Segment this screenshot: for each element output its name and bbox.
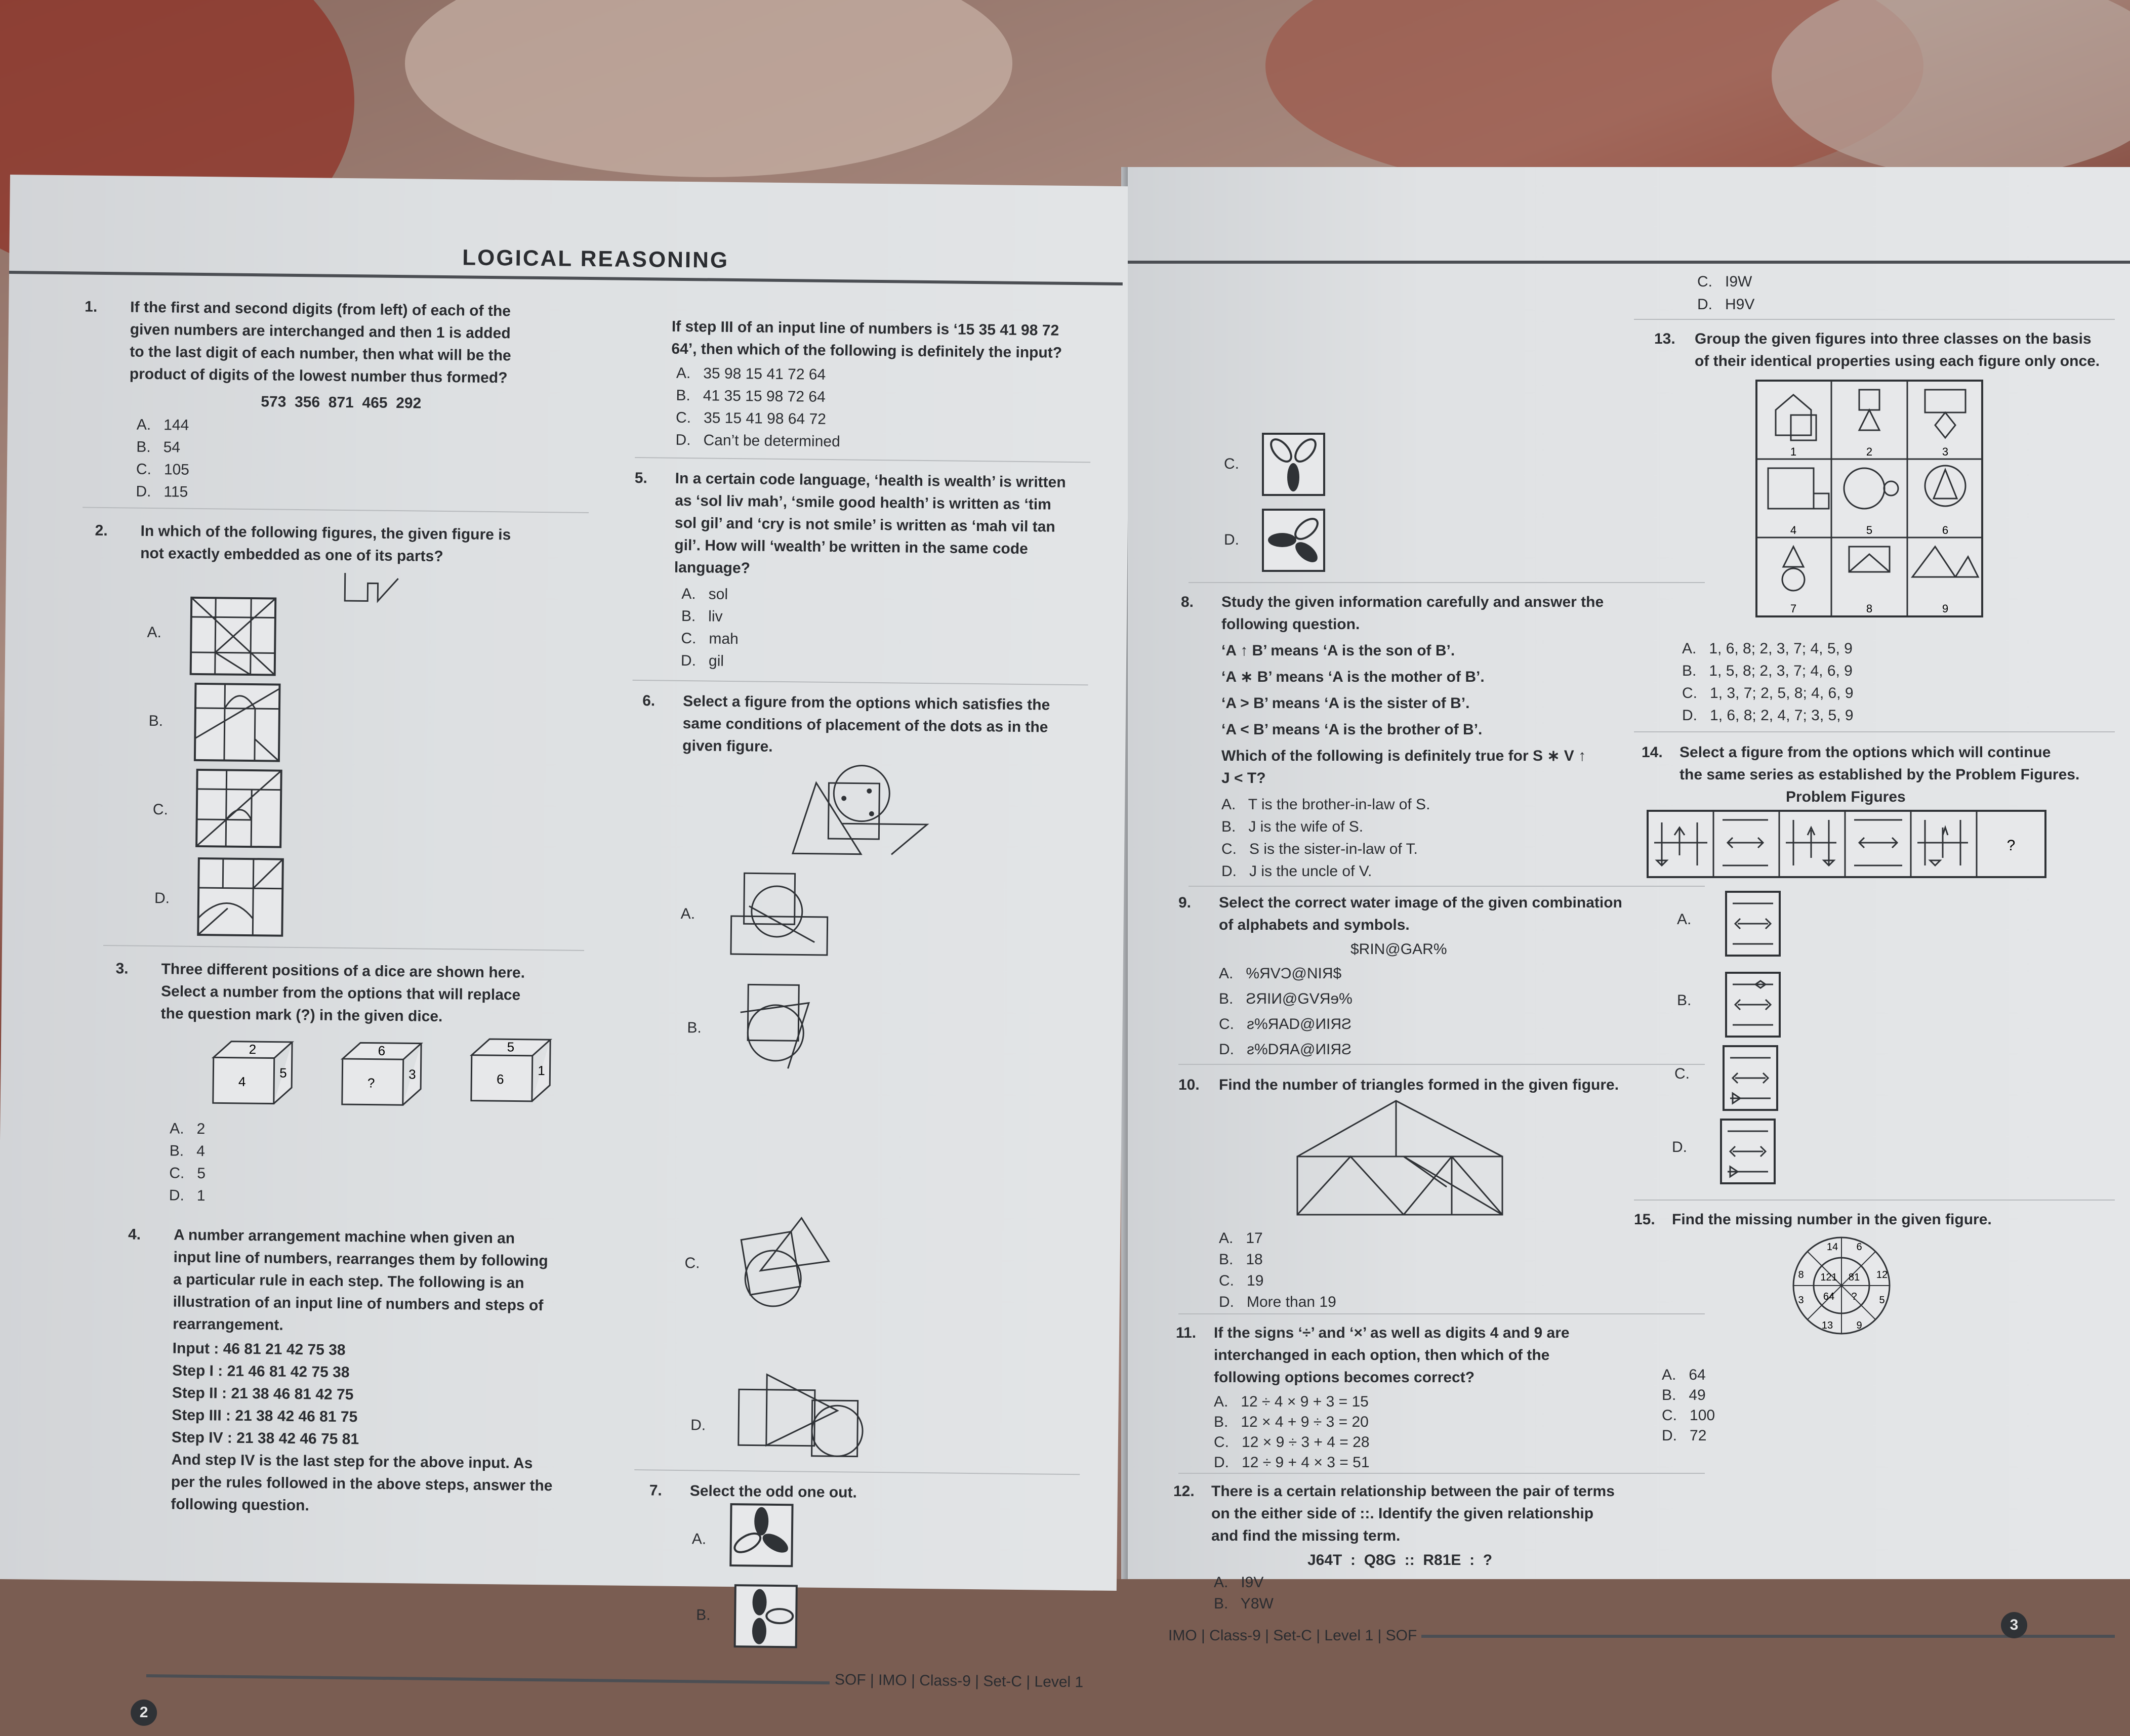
q13-option[interactable]: B. 1, 5, 8; 2, 3, 7; 4, 6, 9 (1682, 663, 1853, 679)
q14-option-b-figure[interactable] (1725, 972, 1781, 1038)
q11-text: following options becomes correct? (1214, 1369, 1475, 1386)
q8-text: Study the given information carefully and answer the (1221, 594, 1604, 610)
q15-ring: 3 (1798, 1295, 1804, 1306)
q8-option[interactable]: A. T is the brother-in-law of S. (1221, 796, 1430, 813)
q1-option[interactable]: D. 115 (136, 483, 188, 501)
q9-option[interactable]: D. ƨ%DЯA@ИIЯƧ (1219, 1041, 1352, 1058)
q7-option-b-figure[interactable] (734, 1584, 798, 1648)
q8-text: Which of the following is definitely true for S ∗ V ↑ (1221, 748, 1586, 764)
divider (1634, 731, 2115, 732)
q6-option-c-figure[interactable] (734, 1215, 837, 1317)
q13-label: 5 (1866, 524, 1873, 536)
q4b-text: If step III of an input line of numbers is ‘15 35 41 98 72 (671, 318, 1059, 339)
q9-option[interactable]: B. ƧЯIИ@GVЯɘ% (1219, 990, 1353, 1007)
q15-ring: 5 (1879, 1295, 1885, 1306)
dice-3-top: 5 (507, 1039, 515, 1055)
q11-text: If the signs ‘÷’ and ‘×’ as well as digits 4 and 9 are (1214, 1325, 1570, 1341)
q5-text: sol gil’ and ‘cry is not smile’ is written as ‘mah vil tan (674, 514, 1055, 535)
q15-inner: ? (1851, 1291, 1857, 1302)
q13-label: 3 (1942, 445, 1949, 458)
q14-option-c-figure[interactable] (1723, 1045, 1778, 1111)
q4b-option[interactable]: B. 41 35 15 98 72 64 (676, 387, 826, 405)
q15-ring: 12 (1876, 1269, 1888, 1280)
q8-rule: ‘A ∗ B’ means ‘A is the mother of B’. (1221, 669, 1485, 685)
q9-given: $RIN@GAR% (1350, 941, 1447, 958)
q1-text: to the last digit of each number, then what will be the (130, 343, 511, 364)
q7-option[interactable]: C. (1224, 456, 1239, 472)
q4-text: a particular rule in each step. The following is an (173, 1271, 524, 1292)
q8-number: 8. (1181, 594, 1194, 610)
divider (635, 457, 1090, 463)
q2-option-c-figure[interactable] (195, 769, 282, 848)
divider (1178, 1313, 1705, 1314)
q6-text: Select a figure from the options which satisfies the (683, 692, 1050, 714)
q3-option[interactable]: D. 1 (169, 1187, 206, 1205)
q13-option[interactable]: C. 1, 3, 7; 2, 5, 8; 4, 6, 9 (1682, 685, 1854, 701)
q6-option-b-figure[interactable] (738, 982, 814, 1071)
q3-option[interactable]: C. 5 (169, 1165, 206, 1182)
q14-option[interactable]: C. (1674, 1065, 1690, 1082)
q3-text: Select a number from the options that will replace (160, 983, 521, 1004)
q11-option[interactable]: C. 12 × 9 ÷ 3 + 4 = 28 (1214, 1434, 1370, 1451)
q6-text: same conditions of placement of the dots as in the (682, 715, 1048, 736)
q2-option[interactable]: D. (154, 890, 170, 907)
q15-inner: 64 (1823, 1291, 1835, 1302)
divider (1189, 886, 1705, 887)
q10-option[interactable]: D. More than 19 (1219, 1294, 1336, 1310)
divider (633, 680, 1088, 685)
q15-option[interactable]: B. 49 (1662, 1387, 1706, 1403)
q15-number: 15. (1634, 1211, 1655, 1228)
dice-2 (340, 1039, 426, 1110)
q9-text: of alphabets and symbols. (1219, 917, 1410, 933)
footer-left: SOF | IMO | Class-9 | Set-C | Level 1 (834, 1671, 1084, 1691)
q4-text: rearrangement. (173, 1315, 283, 1334)
q15-option[interactable]: C. 100 (1662, 1407, 1715, 1424)
q2-option-d-figure[interactable] (197, 857, 284, 937)
q11-number: 11. (1176, 1325, 1197, 1341)
q14-option[interactable]: A. (1677, 911, 1692, 928)
q14-number: 14. (1642, 744, 1663, 761)
q13-label: 4 (1790, 524, 1797, 536)
q8-option[interactable]: D. J is the uncle of V. (1221, 863, 1372, 880)
divider (1178, 1064, 1705, 1065)
q13-label: 2 (1866, 445, 1873, 458)
q5-text: as ‘sol liv mah’, ‘smile good health’ is written as ‘tim (675, 492, 1052, 513)
q14-text: the same series as established by the Problem Figures. (1680, 766, 2080, 783)
q14-caption: Problem Figures (1786, 789, 1906, 805)
dice-3-front: 6 (496, 1071, 504, 1087)
q7-option-a-figure[interactable] (729, 1503, 793, 1567)
q8-option[interactable]: B. J is the wife of S. (1221, 818, 1364, 835)
q12-text: on the either side of ::. Identify the given relationship (1211, 1505, 1594, 1522)
q14-problem-figures (1647, 810, 2046, 878)
q4-text: A number arrangement machine when given an (173, 1226, 515, 1247)
q8-rule: ‘A > B’ means ‘A is the sister of B’. (1221, 695, 1470, 712)
q7-option[interactable]: D. (1224, 531, 1239, 548)
q2-option-b-figure[interactable] (194, 683, 281, 762)
q13-label: 6 (1942, 524, 1949, 536)
q5-option[interactable]: D. gil (680, 652, 724, 670)
q8-rule: ‘A < B’ means ‘A is the brother of B’. (1221, 721, 1483, 738)
q13-figure-grid (1755, 380, 1983, 617)
page-number: 3 (2001, 1612, 2027, 1638)
q7-option-c-figure[interactable] (1262, 433, 1325, 496)
q2-number: 2. (95, 522, 108, 540)
q8-rule: ‘A ↑ B’ means ‘A is the son of B’. (1221, 642, 1455, 659)
title-rule (1128, 261, 2130, 264)
q4-number: 4. (128, 1226, 141, 1243)
q11-option[interactable]: B. 12 × 4 + 9 ÷ 3 = 20 (1214, 1414, 1369, 1430)
q4b-option[interactable]: C. 35 15 41 98 64 72 (675, 409, 827, 428)
divider (83, 507, 589, 513)
divider (103, 945, 584, 951)
dice-2-front: ? (367, 1075, 375, 1091)
q4-text: per the rules followed in the above steps, answer the (171, 1473, 553, 1495)
dice-3 (469, 1035, 555, 1107)
q6-option-d-figure[interactable] (735, 1369, 868, 1462)
divider (1634, 319, 2115, 320)
q7-option[interactable]: A. (691, 1531, 707, 1548)
q14-text: Select a figure from the options which will continue (1680, 744, 2051, 761)
page-number: 2 (131, 1700, 157, 1726)
dice-1 (211, 1037, 297, 1109)
q4b-option[interactable]: D. Can’t be determined (675, 431, 840, 450)
carpet-pattern (405, 0, 1012, 177)
q1-text: product of digits of the lowest number thus formed? (129, 365, 508, 387)
q14-question-mark: ? (2006, 837, 2016, 854)
q4-text: illustration of an input line of numbers and steps of (173, 1293, 544, 1314)
q4b-option[interactable]: A. 35 98 15 41 72 64 (676, 364, 826, 383)
dice-1-front: 4 (238, 1073, 246, 1089)
q10-option[interactable]: B. 18 (1219, 1251, 1263, 1268)
q6-option[interactable]: D. (690, 1417, 706, 1434)
q14-option[interactable]: D. (1672, 1139, 1687, 1155)
q5-option[interactable]: B. liv (681, 607, 723, 625)
divider (634, 1469, 1080, 1475)
q5-text: In a certain code language, ‘health is wealth’ is written (675, 470, 1066, 491)
q9-text: Select the correct water image of the given combination (1219, 894, 1622, 911)
divider (1634, 1200, 2115, 1201)
q15-inner: 81 (1848, 1272, 1860, 1283)
q2-option[interactable]: A. (147, 624, 162, 641)
q11-text: interchanged in each option, then which of the (1214, 1347, 1550, 1363)
q10-option[interactable]: A. 17 (1219, 1230, 1263, 1247)
q6-option-a-figure[interactable] (728, 871, 831, 960)
q9-number: 9. (1178, 894, 1192, 911)
q5-number: 5. (634, 469, 647, 487)
left-page (0, 175, 1131, 1721)
q6-option[interactable]: C. (684, 1255, 700, 1272)
q4-text: And step IV is the last step for the above input. As (171, 1451, 533, 1472)
q5-option[interactable]: A. sol (681, 585, 728, 603)
title-rule (9, 271, 1123, 285)
q13-number: 13. (1654, 330, 1675, 347)
q4-step: Step II : 21 38 46 81 42 75 (172, 1384, 354, 1403)
q13-text: of their identical properties using each figure only once. (1695, 353, 2100, 369)
q3-option[interactable]: B. 4 (169, 1142, 206, 1160)
q4b-text: 64’, then which of the following is definitely the input? (671, 340, 1062, 361)
q11-option[interactable]: A. 12 ÷ 4 × 9 + 3 = 15 (1214, 1393, 1369, 1410)
q12-number: 12. (1173, 1483, 1195, 1500)
q6-given-figure (790, 762, 933, 865)
q1-text: If the first and second digits (from left) of each of the (130, 299, 511, 320)
q13-label: 1 (1790, 445, 1797, 458)
q1-option[interactable]: C. 105 (136, 461, 190, 478)
q4-step: Step III : 21 38 42 46 81 75 (172, 1407, 358, 1426)
q12-option[interactable]: B. Y8W (1214, 1595, 1274, 1612)
q5-option[interactable]: C. mah (681, 630, 739, 648)
q6-option[interactable]: B. (687, 1019, 702, 1037)
q4-step: Input : 46 81 21 42 75 38 (172, 1340, 346, 1359)
q14-option-d-figure[interactable] (1720, 1119, 1776, 1184)
q1-option[interactable]: B. 54 (136, 438, 181, 456)
q10-option[interactable]: C. 19 (1219, 1272, 1264, 1289)
q12-text: and find the missing term. (1211, 1527, 1401, 1544)
q8-text: J < T? (1221, 770, 1266, 787)
page-title: LOGICAL REASONING (462, 245, 729, 273)
q15-ring: 13 (1821, 1320, 1833, 1331)
q8-text: following question. (1221, 616, 1360, 633)
q15-option[interactable]: A. 64 (1662, 1367, 1706, 1383)
dice-2-top: 6 (378, 1043, 386, 1058)
q12-option[interactable]: C. I9W (1697, 273, 1752, 290)
dice-1-side: 5 (279, 1065, 287, 1081)
q15-text: Find the missing number in the given figure. (1672, 1211, 1992, 1228)
q1-option[interactable]: A. 144 (136, 416, 189, 434)
q15-circle-figure (1791, 1235, 1892, 1336)
q13-option[interactable]: A. 1, 6, 8; 2, 3, 7; 4, 5, 9 (1682, 640, 1853, 657)
dice-1-top: 2 (249, 1042, 257, 1057)
q15-ring: 14 (1826, 1242, 1838, 1253)
q7-option-d-figure[interactable] (1262, 509, 1325, 572)
q13-text: Group the given figures into three classes on the basis (1695, 330, 2092, 347)
q9-option[interactable]: A. %ЯVƆ@NIЯ$ (1219, 965, 1342, 982)
q15-ring: 6 (1856, 1242, 1862, 1253)
q7-option[interactable]: B. (696, 1606, 711, 1624)
q6-option[interactable]: A. (680, 905, 695, 923)
q2-option[interactable]: C. (152, 801, 169, 818)
q13-option[interactable]: D. 1, 6, 8; 2, 4, 7; 3, 5, 9 (1682, 707, 1854, 724)
q3-text: the question mark (?) in the given dice. (160, 1005, 443, 1025)
q2-option-a-figure[interactable] (190, 597, 277, 676)
q7-text: Select the odd one out. (689, 1482, 857, 1501)
q2-text: In which of the following figures, the given figure is (140, 522, 511, 544)
q4-step: Step IV : 21 38 42 46 75 81 (171, 1429, 359, 1448)
q1-text: given numbers are interchanged and then 1 is added (130, 321, 511, 342)
q2-option[interactable]: B. (148, 712, 163, 730)
q15-ring: 9 (1856, 1320, 1862, 1331)
right-page (1128, 167, 2130, 1644)
q3-text: Three different positions of a dice are shown here. (161, 961, 525, 981)
q8-option[interactable]: C. S is the sister-in-law of T. (1221, 841, 1418, 857)
dice-2-side: 3 (408, 1066, 416, 1082)
divider (1178, 1473, 1705, 1474)
q6-number: 6. (642, 692, 656, 710)
footer-rule (146, 1674, 830, 1684)
q11-option[interactable]: D. 12 ÷ 9 + 4 × 3 = 51 (1214, 1454, 1370, 1471)
q3-option[interactable]: A. 2 (170, 1120, 206, 1138)
q13-label: 7 (1790, 602, 1797, 615)
q14-option[interactable]: B. (1677, 992, 1692, 1009)
q13-label: 8 (1866, 602, 1873, 615)
q15-option[interactable]: D. 72 (1662, 1427, 1707, 1444)
q4-text: following question. (171, 1496, 309, 1514)
q4-step: Step I : 21 46 81 42 75 38 (172, 1362, 350, 1381)
q7-number: 7. (649, 1482, 663, 1499)
q15-ring: 8 (1798, 1269, 1804, 1280)
q12-option[interactable]: A. I9V (1214, 1574, 1264, 1591)
q1-numbers: 573 356 871 465 292 (261, 393, 422, 412)
q15-inner: 121 (1820, 1272, 1837, 1283)
q12-text: There is a certain relationship between the pair of terms (1211, 1483, 1615, 1500)
q5-text: language? (674, 559, 751, 577)
q2-text: not exactly embedded as one of its parts? (140, 545, 443, 565)
q3-number: 3. (115, 960, 129, 977)
q4-text: input line of numbers, rearranges them by following (173, 1249, 548, 1270)
q12-given: J64T : Q8G :: R81E : ? (1307, 1552, 1493, 1568)
footer-right: IMO | Class-9 | Set-C | Level 1 | SOF (1168, 1627, 1417, 1644)
q2-given-figure (342, 570, 403, 606)
q14-option-a-figure[interactable] (1725, 891, 1781, 957)
q12-option[interactable]: D. H9V (1697, 296, 1755, 313)
q9-option[interactable]: C. ƨ%ЯAD@ИIЯƧ (1219, 1016, 1352, 1032)
q1-number: 1. (85, 298, 98, 315)
q13-label: 9 (1942, 602, 1949, 615)
divider (1189, 582, 1705, 583)
q10-text: Find the number of triangles formed in the given figure. (1219, 1077, 1619, 1093)
q5-text: gil’. How will ‘wealth’ be written in the same code (674, 536, 1029, 558)
q6-text: given figure. (682, 737, 773, 755)
dice-3-side: 1 (538, 1063, 545, 1079)
q10-triangle-figure (1295, 1098, 1507, 1220)
q10-number: 10. (1178, 1077, 1200, 1093)
